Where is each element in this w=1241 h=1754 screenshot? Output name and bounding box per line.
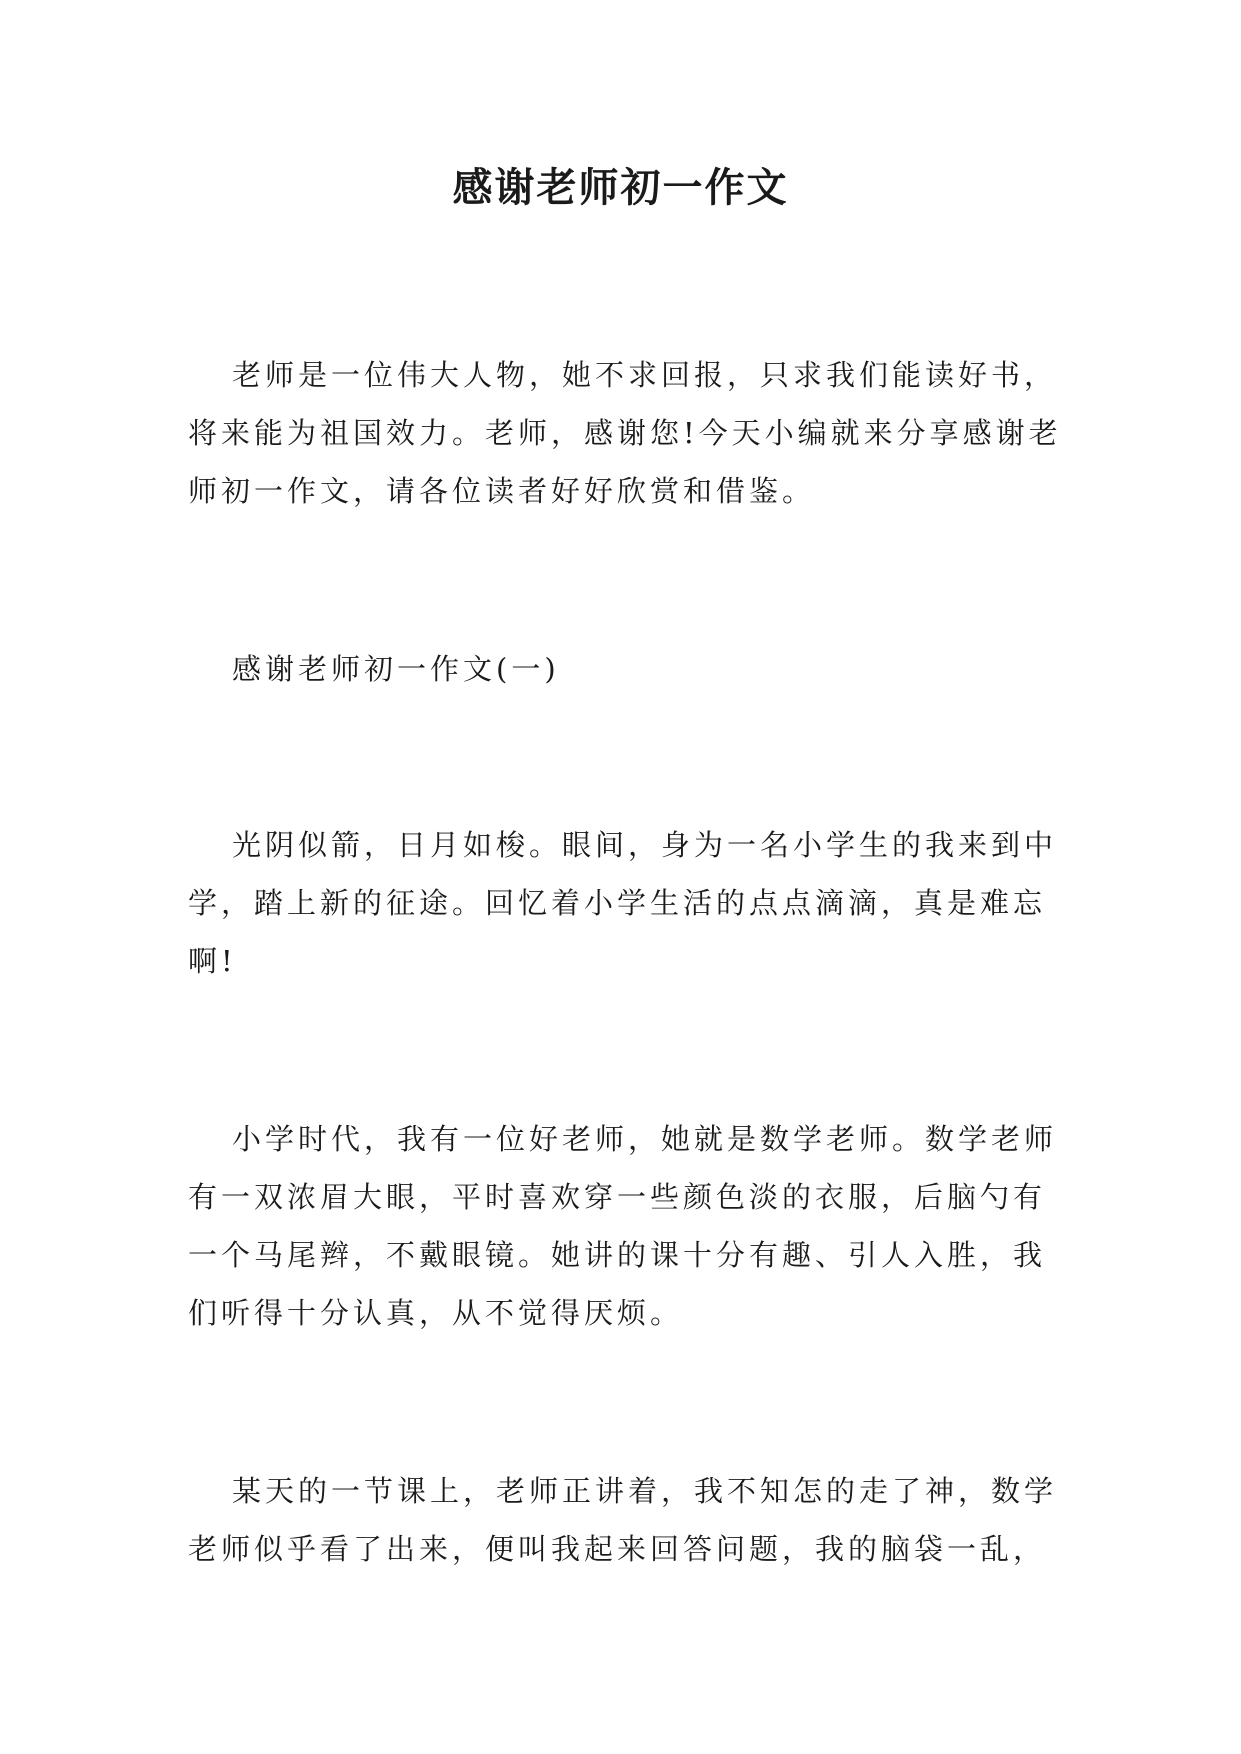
body-paragraph: 光阴似箭，日月如梭。眼间，身为一名小学生的我来到中学，踏上新的征途。回忆着小学生活的点点滴滴，真是难忘啊! [188, 828, 1058, 978]
body-paragraph: 某天的一节课上，老师正讲着，我不知怎的走了神，数学老师似乎看了出来，便叫我起来回答问题，我的脑袋一乱， [188, 1474, 1058, 1566]
body-paragraph: 小学时代，我有一位好老师，她就是数学老师。数学老师有一双浓眉大眼，平时喜欢穿一些颜色淡的衣服，后脑勺有一个马尾辫，不戴眼镜。她讲的课十分有趣、引人入胜，我们听得十分认真，从不觉得厌烦。 [188, 1122, 1058, 1330]
section-heading: 感谢老师初一作文(一) [232, 652, 560, 686]
document-title: 感谢老师初一作文 [452, 164, 789, 211]
intro-paragraph: 老师是一位伟大人物，她不求回报，只求我们能读好书，将来能为祖国效力。老师，感谢您!今天小编就来分享感谢老师初一作文，请各位读者好好欣赏和借鉴。 [188, 358, 1062, 508]
